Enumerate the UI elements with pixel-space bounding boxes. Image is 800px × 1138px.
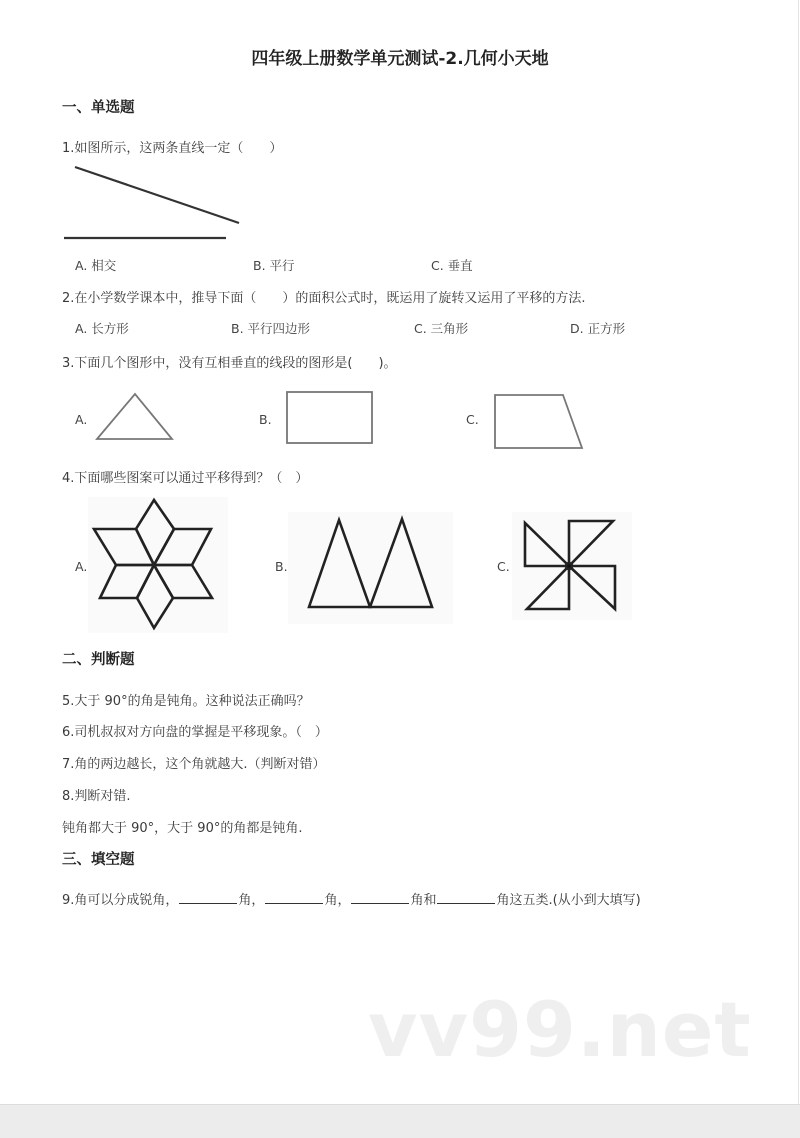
answer-blank-1[interactable] xyxy=(179,891,237,904)
option-b[interactable]: B. xyxy=(275,559,288,574)
question-text: 下面哪些图案可以通过平移得到？（ ） xyxy=(74,471,309,486)
answer-blank-4[interactable] xyxy=(437,891,495,904)
option-a[interactable]: A. xyxy=(75,559,88,574)
question-6 xyxy=(62,721,328,740)
question-text-part: 角和 xyxy=(410,893,437,908)
watermark: vv99.net xyxy=(368,985,752,1074)
question-7 xyxy=(62,753,326,772)
option-a[interactable]: A. xyxy=(75,412,88,427)
question-number: 3. xyxy=(62,356,75,371)
question-number: 9. xyxy=(62,893,75,908)
question-9 xyxy=(62,889,641,908)
question-text: 判断对错. xyxy=(74,789,131,804)
section-heading-single-choice: 一、单选题 xyxy=(62,100,135,116)
page-title: 四年级上册数学单元测试-2.几何小天地 xyxy=(251,49,549,69)
option-c[interactable]: C. xyxy=(497,559,510,574)
section-heading-true-false: 二、判断题 xyxy=(62,652,135,668)
question-text-part: 角可以分成锐角， xyxy=(74,893,179,908)
option-c[interactable]: C. xyxy=(466,412,479,427)
question-text: 司机叔叔对方向盘的掌握是平移现象。（ ） xyxy=(74,725,328,740)
option-a[interactable]: A. 长方形 xyxy=(75,321,129,336)
question-text: 如图所示，这两条直线一定（ ） xyxy=(74,141,283,156)
option-b[interactable]: B. 平行 xyxy=(253,258,295,273)
section-heading-fill-blank: 三、填空题 xyxy=(62,852,135,868)
question-text: 在小学数学课本中，推导下面（ ）的面积公式时，既运用了旋转又运用了平移的方法. xyxy=(74,291,586,306)
question-number: 8. xyxy=(62,789,75,804)
option-b[interactable]: B. 平行四边形 xyxy=(231,321,311,336)
question-number: 7. xyxy=(62,757,75,772)
question-text-part: 角， xyxy=(324,893,351,908)
question-number: 6. xyxy=(62,725,75,740)
viewer-bottom-bar xyxy=(0,1104,800,1138)
question-number: 4. xyxy=(62,471,75,486)
option-d[interactable]: D. 正方形 xyxy=(570,321,626,336)
question-text-part: 角， xyxy=(238,893,265,908)
question-number: 5. xyxy=(62,694,75,709)
option-b[interactable]: B. xyxy=(259,412,272,427)
question-text: 角的两边越长，这个角就越大.（判断对错） xyxy=(74,757,326,772)
question-text: 下面几个图形中，没有互相垂直的线段的图形是( )。 xyxy=(74,356,397,371)
question-number: 2. xyxy=(62,291,75,306)
answer-blank-3[interactable] xyxy=(351,891,409,904)
option-a[interactable]: A. 相交 xyxy=(75,258,117,273)
answer-blank-2[interactable] xyxy=(265,891,323,904)
question-text-part: 角这五类.(从小到大填写) xyxy=(496,893,641,908)
option-c[interactable]: C. 三角形 xyxy=(414,321,469,336)
question-number: 1. xyxy=(62,141,75,156)
option-c[interactable]: C. 垂直 xyxy=(431,258,473,273)
question-text: 大于 90°的角是钝角。这种说法正确吗？ xyxy=(74,694,310,709)
question-8 xyxy=(62,785,131,804)
question-5 xyxy=(62,690,310,709)
question-8-statement: 钝角都大于 90°，大于 90°的角都是钝角. xyxy=(62,821,303,836)
